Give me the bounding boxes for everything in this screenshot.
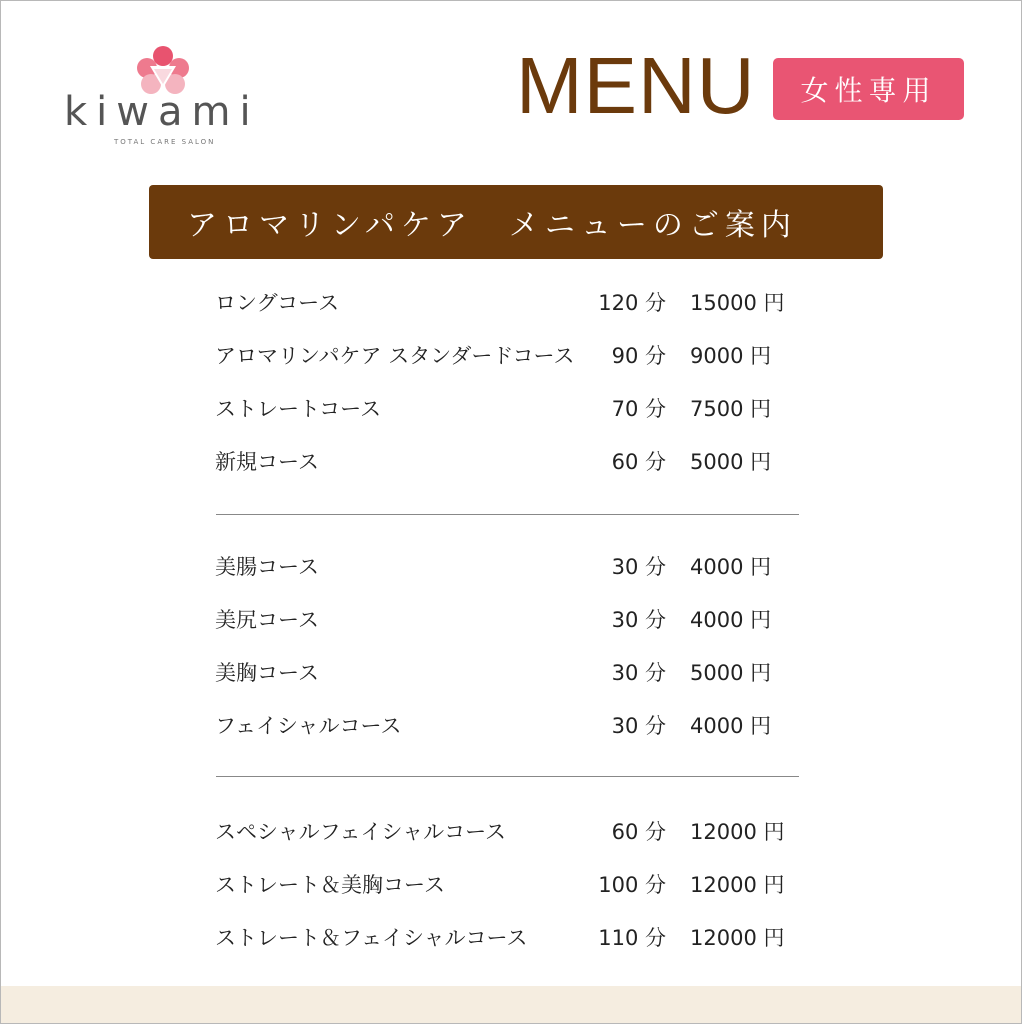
menu-row	[0, 552, 1022, 582]
section-divider	[216, 514, 799, 515]
course-duration: 60 分	[611, 820, 666, 844]
course-name: スペシャルフェイシャルコース	[215, 820, 507, 844]
course-price: 4000 円	[690, 608, 772, 632]
menu-row	[0, 711, 1022, 741]
course-duration: 30 分	[611, 661, 666, 685]
section-banner	[149, 185, 883, 259]
course-duration: 90 分	[611, 344, 666, 368]
course-price: 5000 円	[690, 661, 772, 685]
menu-row	[0, 817, 1022, 847]
brand-tagline: TOTAL CARE SALON	[114, 138, 216, 146]
course-duration: 30 分	[611, 555, 666, 579]
course-name: 美尻コース	[215, 608, 319, 632]
menu-row	[0, 341, 1022, 371]
banner-text: アロマリンパケア メニューのご案内	[187, 208, 797, 243]
course-price: 12000 円	[690, 873, 785, 897]
course-duration: 110 分	[598, 926, 666, 950]
course-price: 4000 円	[690, 714, 772, 738]
menu-row	[0, 923, 1022, 953]
course-price: 5000 円	[690, 450, 772, 474]
course-duration: 60 分	[611, 450, 666, 474]
course-name: 美胸コース	[215, 661, 319, 685]
course-name: 新規コース	[215, 450, 319, 474]
menu-row	[0, 447, 1022, 477]
menu-row	[0, 870, 1022, 900]
page-title: MENU	[516, 41, 756, 130]
course-name: ストレートコース	[215, 397, 382, 421]
course-price: 12000 円	[690, 820, 785, 844]
course-duration: 30 分	[611, 608, 666, 632]
footer-band	[1, 986, 1021, 1023]
course-price: 12000 円	[690, 926, 785, 950]
menu-row	[0, 605, 1022, 635]
course-name: ストレート＆美胸コース	[215, 873, 445, 897]
course-price: 7500 円	[690, 397, 772, 421]
course-name: ストレート＆フェイシャルコース	[215, 926, 528, 950]
course-name: 美腸コース	[215, 555, 319, 579]
section-divider	[216, 776, 799, 777]
menu-row	[0, 658, 1022, 688]
course-duration: 70 分	[611, 397, 666, 421]
menu-row	[0, 394, 1022, 424]
course-name: アロマリンパケア スタンダードコース	[215, 344, 575, 368]
course-price: 4000 円	[690, 555, 772, 579]
course-duration: 30 分	[611, 714, 666, 738]
course-duration: 100 分	[598, 873, 666, 897]
course-name: フェイシャルコース	[215, 714, 402, 738]
menu-row	[0, 288, 1022, 318]
course-price: 15000 円	[690, 291, 785, 315]
women-only-badge: 女性専用	[773, 58, 964, 120]
course-name: ロングコース	[215, 291, 340, 315]
brand-logo-text: kiwami	[64, 89, 260, 135]
course-duration: 120 分	[598, 291, 666, 315]
course-price: 9000 円	[690, 344, 772, 368]
